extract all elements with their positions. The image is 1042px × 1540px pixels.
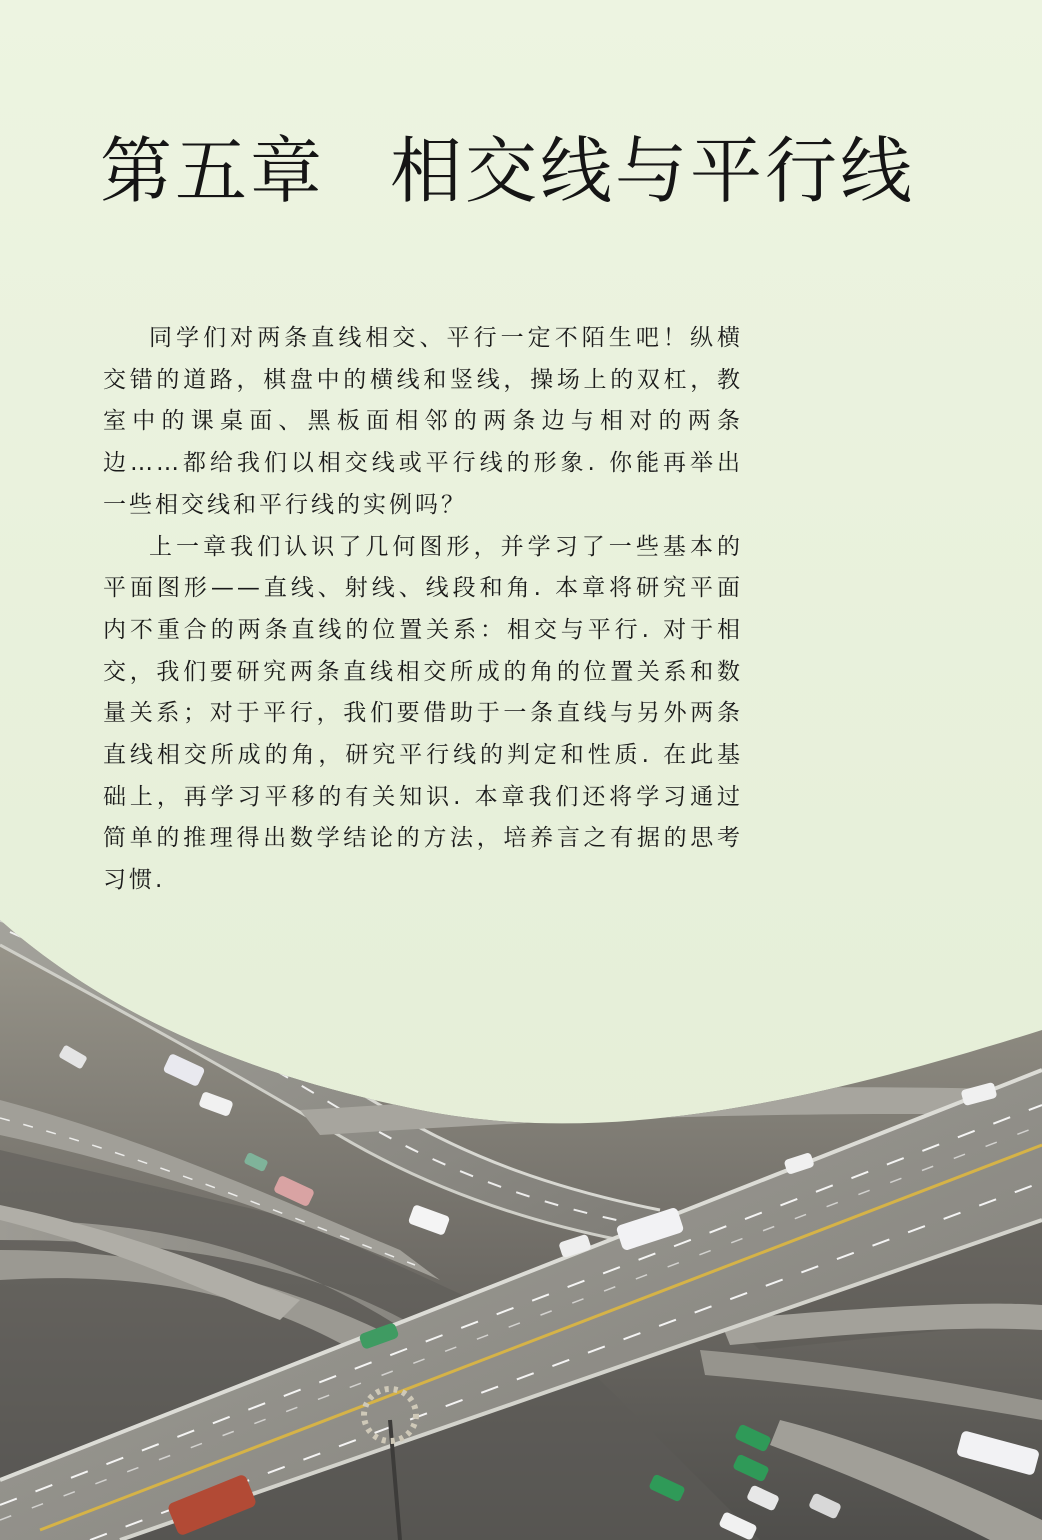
chapter-title: 相交线与平行线 xyxy=(390,129,916,213)
chapter-heading xyxy=(100,128,915,214)
chapter-number: 第五章 xyxy=(100,129,326,213)
highway-interchange-photo xyxy=(0,920,1042,1540)
chapter-introduction xyxy=(103,318,743,902)
intro-paragraph-2: 上一章我们认识了几何图形，并学习了一些基本的平面图形——直线、射线、线段和角. 本章将研究平面内不重合的两条直线的位置关系：相交与平行. 对于相交，我们要研究两条直线相交所成的角的位置关系和数量关系；对于平行，我们要借助于一条直线与另外两条直线相交所成的角，研究平行线的判定和性质. 在此基础上，再学习平移的有关知识. 本章我们还将学习通过简单的推理得出数学结论的方法，培养言之有据的思考习惯. xyxy=(103,533,743,894)
intro-paragraph-1: 同学们对两条直线相交、平行一定不陌生吧！纵横交错的道路，棋盘中的横线和竖线，操场上的双杠，教室中的课桌面、黑板面相邻的两条边与相对的两条边……都给我们以相交线或平行线的形象. 你能再举出一些相交线和平行线的实例吗？ xyxy=(103,325,743,518)
